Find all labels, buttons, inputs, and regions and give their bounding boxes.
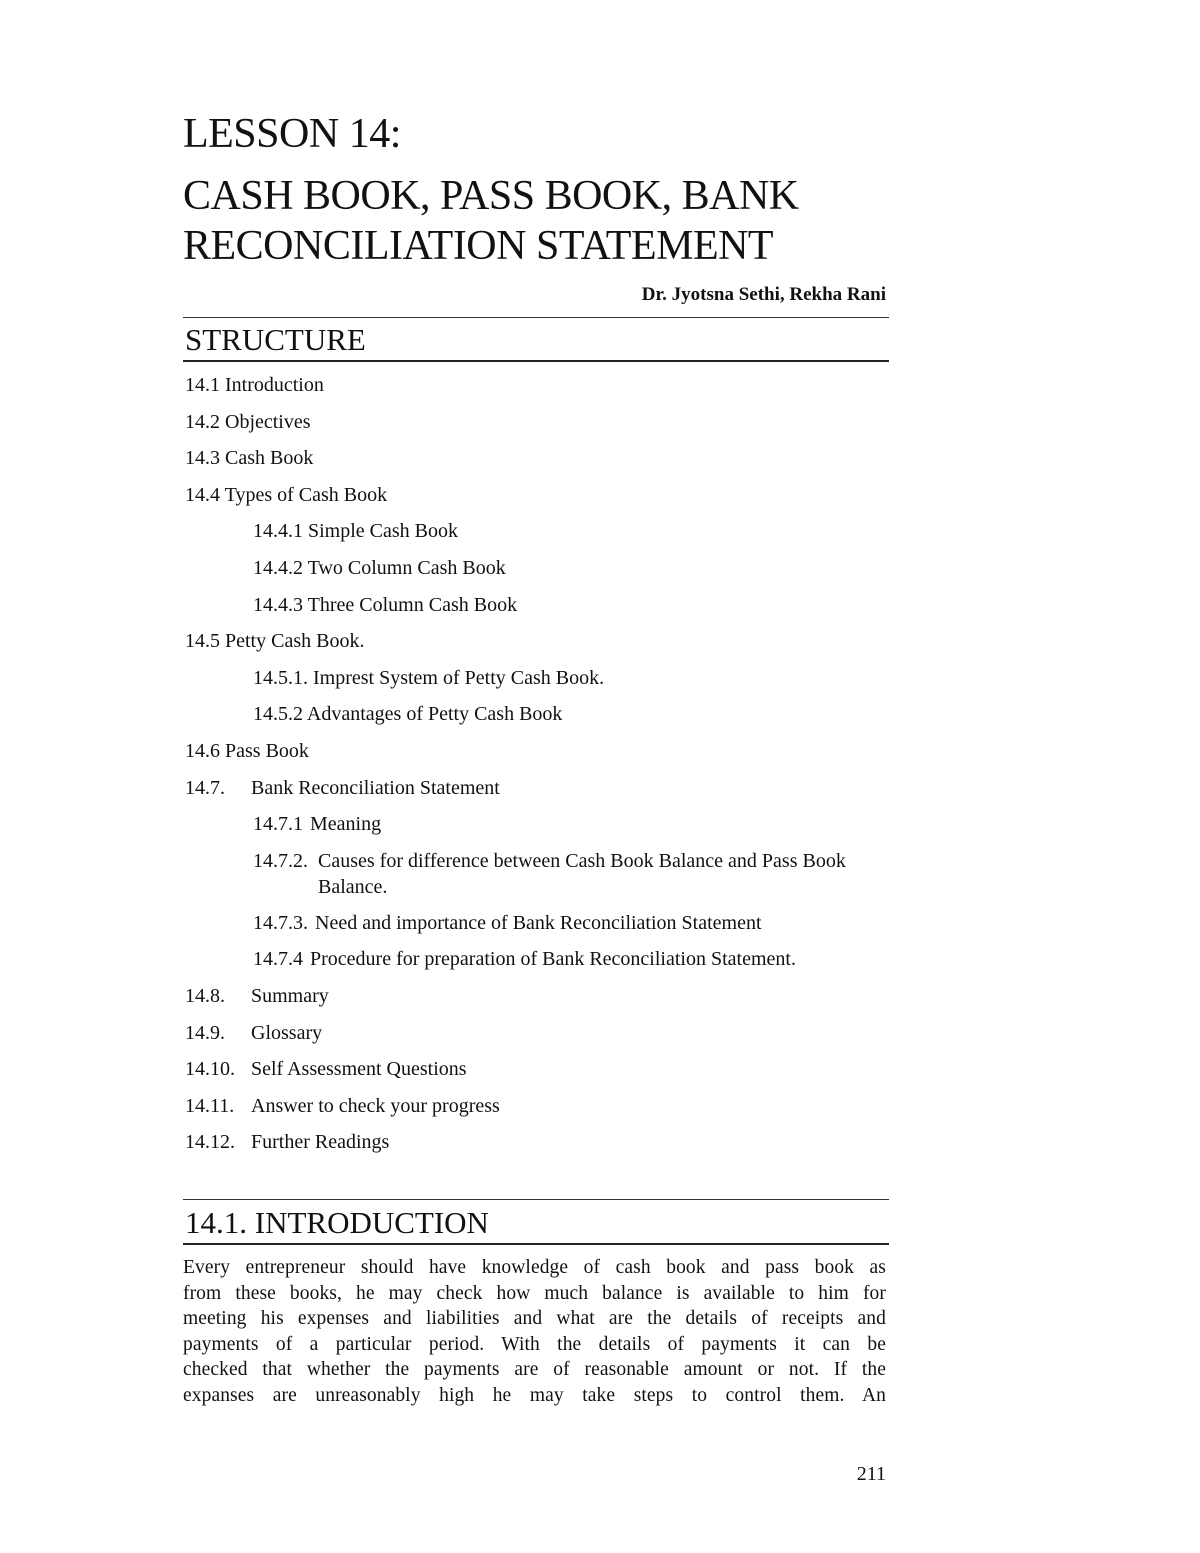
toc-item — [185, 738, 885, 775]
toc-item-title: Types of Cash Book — [224, 483, 388, 506]
toc-item — [185, 946, 885, 983]
toc-item-title: Meaning — [310, 813, 382, 836]
toc-item-title: Summary — [251, 984, 329, 1007]
introduction-heading: 14.1. INTRODUCTION — [185, 1205, 489, 1240]
toc-item — [185, 592, 885, 629]
toc-item-number: 14.6 — [185, 739, 220, 762]
toc-item — [185, 701, 885, 738]
toc-item — [185, 665, 885, 702]
toc-item — [185, 1093, 885, 1130]
toc-item-number: 14.1 — [185, 374, 220, 396]
introduction-line: payments of a particular period. With the details of payments it can be — [183, 1333, 886, 1355]
toc-item — [185, 482, 885, 519]
toc-item-title: Three Column Cash Book — [307, 593, 518, 616]
toc-item-title: Introduction — [225, 374, 324, 396]
toc-item-number: 14.7.4 — [253, 948, 303, 971]
toc-item-title: Objectives — [225, 410, 311, 433]
toc-item — [185, 983, 885, 1020]
toc-item-number: 14.9. — [185, 1021, 225, 1044]
toc-item-number: 14.4.2 — [253, 556, 303, 579]
introduction-line: from these books, he may check how much balance is available to him for — [183, 1282, 886, 1304]
toc-item — [185, 372, 885, 409]
lesson-title-line-2: RECONCILIATION STATEMENT — [183, 223, 774, 269]
toc-item-title: Answer to check your progress — [251, 1094, 500, 1117]
toc-item — [185, 445, 885, 482]
toc-item-number: 14.2 — [185, 410, 220, 433]
toc-item-title: Need and importance of Bank Reconciliation Statement — [315, 911, 762, 934]
toc-item-title: Further Readings — [251, 1131, 390, 1154]
divider-structure — [183, 360, 889, 362]
toc-item-title: Procedure for preparation of Bank Reconciliation Statement. — [310, 948, 796, 971]
toc-item-number: 14.7. — [185, 776, 225, 799]
divider-top — [183, 317, 889, 318]
lesson-number: LESSON 14: — [183, 111, 401, 157]
divider-intro-top — [183, 1199, 889, 1200]
toc-item-number: 14.7.2. — [253, 849, 308, 872]
toc-item — [185, 409, 885, 446]
toc-item-number: 14.4 — [185, 483, 220, 506]
toc-item-title: Cash Book — [225, 447, 314, 470]
toc-item — [185, 1129, 885, 1166]
introduction-line: expanses are unreasonably high he may take steps to control them. An — [183, 1384, 886, 1406]
toc-item-title: Advantages of Petty Cash Book — [306, 703, 563, 726]
toc-item-title: Glossary — [251, 1021, 323, 1044]
authors: Dr. Jyotsna Sethi, Rekha Rani — [641, 284, 886, 305]
toc-item-title: Pass Book — [225, 739, 309, 762]
toc-item — [185, 1056, 885, 1093]
toc-item-title: Two Column Cash Book — [307, 556, 506, 579]
toc-item-title: Imprest System of Petty Cash Book. — [313, 666, 605, 689]
toc-item — [185, 775, 885, 812]
toc-item — [185, 1020, 885, 1057]
structure-heading: STRUCTURE — [185, 322, 366, 357]
introduction-line: Every entrepreneur should have knowledge of cash book and pass book as — [183, 1257, 886, 1278]
toc-item — [185, 518, 885, 555]
lesson-title-line-1: CASH BOOK, PASS BOOK, BANK — [183, 173, 799, 219]
toc-item-number: 14.8. — [185, 984, 225, 1007]
toc-item-number: 14.7.3. — [253, 911, 308, 934]
toc-item — [185, 628, 885, 665]
toc-item — [185, 811, 885, 848]
toc-item-number: 14.7.1 — [253, 813, 303, 836]
toc-item-number: 14.4.1 — [253, 520, 303, 543]
divider-intro-bottom — [183, 1243, 889, 1245]
toc-item — [185, 555, 885, 592]
toc-item-number: 14.12. — [185, 1131, 235, 1154]
toc-item-number: 14.3 — [185, 447, 220, 470]
document-page — [183, 0, 889, 1553]
toc-item-number: 14.10. — [185, 1058, 235, 1081]
table-of-contents — [185, 372, 885, 1166]
toc-item-title: Bank Reconciliation Statement — [251, 776, 500, 799]
toc-item-title: Causes for difference between Cash Book Balance and Pass Book Balance. — [318, 849, 846, 898]
toc-item-number: 14.5 — [185, 630, 220, 653]
toc-item — [185, 848, 885, 910]
toc-item-title: Simple Cash Book — [308, 520, 459, 543]
toc-item — [185, 910, 885, 947]
toc-item-number: 14.5.1. — [253, 666, 308, 689]
toc-item-title: Self Assessment Questions — [251, 1058, 467, 1081]
toc-item-title: Petty Cash Book. — [225, 630, 365, 653]
introduction-line: checked that whether the payments are of reasonable amount or not. If the — [183, 1359, 886, 1380]
introduction-paragraph — [183, 1255, 886, 1408]
introduction-line: meeting his expenses and liabilities and what are the details of receipts and — [183, 1308, 886, 1329]
toc-item-number: 14.4.3 — [253, 593, 303, 616]
toc-item-number: 14.11. — [185, 1094, 235, 1117]
toc-item-number: 14.5.2 — [253, 703, 303, 726]
page-number: 211 — [856, 1463, 886, 1485]
